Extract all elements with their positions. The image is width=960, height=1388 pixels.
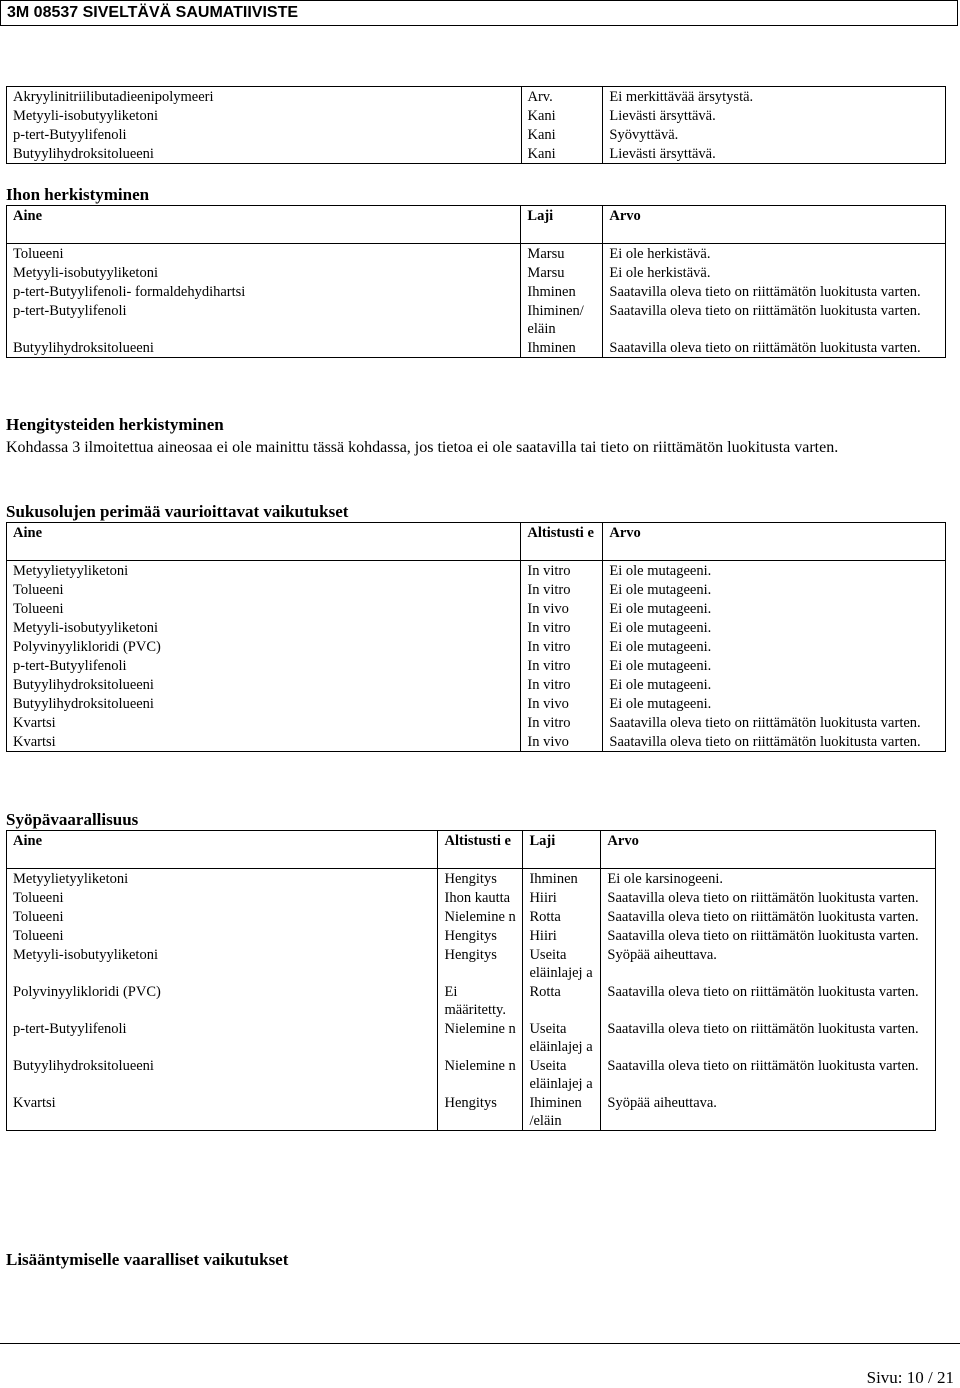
table-row — [7, 561, 946, 581]
table-row — [7, 888, 936, 907]
table-header-row — [7, 523, 946, 561]
table-cell: Ei ole karsinogeeni. — [601, 869, 936, 889]
section-title-skin-sensitization: Ihon herkistyminen — [6, 185, 150, 204]
table-cell: Marsu — [521, 263, 603, 282]
table-cell: Hiiri — [523, 888, 601, 907]
section-title-germ-cell: Sukusolujen perimää vaurioittavat vaikutukset — [6, 502, 349, 521]
table-row — [7, 244, 946, 264]
germ-cell-table — [6, 522, 946, 752]
table-cell: Saatavilla oleva tieto on riittämätön luokitusta varten. — [601, 907, 936, 926]
table-cell: In vitro — [521, 561, 603, 581]
table-cell: Tolueeni — [7, 888, 438, 907]
table-row — [7, 263, 946, 282]
table-cell: Metyyli-isobutyyliketoni — [7, 106, 522, 125]
table-cell: In vitro — [521, 656, 603, 675]
table-cell: Arv. — [521, 87, 603, 107]
table-cell: Butyylihydroksitolueeni — [7, 694, 521, 713]
table-cell: Saatavilla oleva tieto on riittämätön luokitusta varten. — [601, 982, 936, 1019]
table-cell: Metyyli-isobutyyliketoni — [7, 618, 521, 637]
table-cell: Ei ole mutageeni. — [603, 561, 946, 581]
column-header: Altistusti e — [521, 523, 603, 561]
respiratory-sensitization-text: Kohdassa 3 ilmoitettua aineosaa ei ole mainittu tässä kohdassa, jos tietoa ei ole saatavilla tai tieto on riittämätön luokitusta varten. — [6, 439, 839, 456]
table-cell: Akryylinitriilibutadieenipolymeeri — [7, 87, 522, 107]
table-cell: Ei ole mutageeni. — [603, 580, 946, 599]
table-cell: Metyylietyyliketoni — [7, 561, 521, 581]
table-cell: Rotta — [523, 907, 601, 926]
table-header-row — [7, 831, 936, 869]
table-row — [7, 656, 946, 675]
table-cell: Ei määritetty. — [438, 982, 523, 1019]
table-cell: Syöpää aiheuttava. — [601, 1093, 936, 1131]
table-cell: Nielemine n — [438, 1019, 523, 1056]
table-cell: Ihiminen/ eläin — [521, 301, 603, 338]
table-row — [7, 1019, 936, 1056]
table-cell: Ei ole mutageeni. — [603, 599, 946, 618]
table-cell: Ei ole mutageeni. — [603, 694, 946, 713]
table-cell: Tolueeni — [7, 244, 521, 264]
table-row — [7, 618, 946, 637]
table-cell: Ihiminen /eläin — [523, 1093, 601, 1131]
table-cell: Lievästi ärsyttävä. — [603, 106, 946, 125]
table-row — [7, 1093, 936, 1131]
table-cell: In vitro — [521, 580, 603, 599]
table-cell: Useita eläinlajej a — [523, 1056, 601, 1093]
table-cell: Ei ole herkistävä. — [603, 263, 946, 282]
table-cell: Tolueeni — [7, 907, 438, 926]
table-cell: Kvartsi — [7, 713, 521, 732]
section-title-respiratory-sensitization: Hengitysteiden herkistyminen — [6, 415, 224, 434]
table-cell: p-tert-Butyylifenoli — [7, 301, 521, 338]
section-title-carcinogenicity: Syöpävaarallisuus — [6, 810, 139, 829]
table-cell: In vitro — [521, 637, 603, 656]
table-cell: Butyylihydroksitolueeni — [7, 144, 522, 164]
table-cell: Hengitys — [438, 926, 523, 945]
table-cell: Tolueeni — [7, 926, 438, 945]
table-cell: Saatavilla oleva tieto on riittämätön luokitusta varten. — [603, 338, 946, 358]
table-cell: Ei ole mutageeni. — [603, 675, 946, 694]
table-row — [7, 282, 946, 301]
table-row — [7, 869, 936, 889]
table-cell: p-tert-Butyylifenoli — [7, 125, 522, 144]
table-cell: Butyylihydroksitolueeni — [7, 1056, 438, 1093]
table-cell: Butyylihydroksitolueeni — [7, 338, 521, 358]
table-cell: Ihon kautta — [438, 888, 523, 907]
table-row — [7, 580, 946, 599]
table-row — [7, 982, 936, 1019]
table-cell: Ihminen — [521, 338, 603, 358]
table-cell: Tolueeni — [7, 580, 521, 599]
table-cell: Butyylihydroksitolueeni — [7, 675, 521, 694]
carcinogenicity-table — [6, 830, 936, 1131]
table-cell: Ihminen — [523, 869, 601, 889]
table-cell: Ei ole mutageeni. — [603, 656, 946, 675]
table-cell: Ei ole mutageeni. — [603, 637, 946, 656]
table-cell: Polyvinyylikloridi (PVC) — [7, 982, 438, 1019]
table-cell: Marsu — [521, 244, 603, 264]
table-cell: Hengitys — [438, 1093, 523, 1131]
table-row — [7, 694, 946, 713]
table-cell: In vivo — [521, 732, 603, 752]
table-cell: Hiiri — [523, 926, 601, 945]
table-cell: In vitro — [521, 713, 603, 732]
table-cell: Metyyli-isobutyyliketoni — [7, 263, 521, 282]
table-row — [7, 732, 946, 752]
irritation-table — [6, 86, 946, 164]
table-cell: In vitro — [521, 675, 603, 694]
table-row — [7, 1056, 936, 1093]
table-row — [7, 637, 946, 656]
table-cell: Syövyttävä. — [603, 125, 946, 144]
table-row — [7, 945, 936, 982]
table-cell: Saatavilla oleva tieto on riittämätön luokitusta varten. — [601, 1056, 936, 1093]
column-header: Aine — [7, 523, 521, 561]
table-cell: Rotta — [523, 982, 601, 1019]
table-cell: Metyyli-isobutyyliketoni — [7, 945, 438, 982]
table-cell: Syöpää aiheuttava. — [601, 945, 936, 982]
table-cell: p-tert-Butyylifenoli — [7, 656, 521, 675]
table-cell: p-tert-Butyylifenoli- formaldehydihartsi — [7, 282, 521, 301]
skin-sensitization-table — [6, 205, 946, 358]
table-cell: Kani — [521, 144, 603, 164]
section-title-reproductive: Lisääntymiselle vaaralliset vaikutukset — [6, 1250, 289, 1269]
column-header: Laji — [523, 831, 601, 869]
table-cell: Ihminen — [521, 282, 603, 301]
table-cell: Kvartsi — [7, 1093, 438, 1131]
table-cell: Saatavilla oleva tieto on riittämätön luokitusta varten. — [603, 732, 946, 752]
table-cell: Tolueeni — [7, 599, 521, 618]
table-cell: Saatavilla oleva tieto on riittämätön luokitusta varten. — [603, 713, 946, 732]
table-row — [7, 907, 936, 926]
column-header: Aine — [7, 206, 521, 244]
column-header: Arvo — [601, 831, 936, 869]
table-cell: Kani — [521, 125, 603, 144]
table-cell: Polyvinyylikloridi (PVC) — [7, 637, 521, 656]
table-cell: Kvartsi — [7, 732, 521, 752]
table-row — [7, 599, 946, 618]
table-cell: Nielemine n — [438, 1056, 523, 1093]
column-header: Altistusti e — [438, 831, 523, 869]
page-number: Sivu: 10 / 21 — [866, 1368, 954, 1387]
table-cell: In vitro — [521, 618, 603, 637]
table-cell: Ei ole herkistävä. — [603, 244, 946, 264]
table-row — [7, 713, 946, 732]
table-header-row — [7, 206, 946, 244]
table-cell: Saatavilla oleva tieto on riittämätön luokitusta varten. — [603, 282, 946, 301]
column-header: Arvo — [603, 523, 946, 561]
table-cell: Nielemine n — [438, 907, 523, 926]
table-cell: Hengitys — [438, 869, 523, 889]
footer-rule — [0, 1343, 960, 1344]
table-cell: Saatavilla oleva tieto on riittämätön luokitusta varten. — [601, 888, 936, 907]
table-row — [7, 87, 946, 107]
column-header: Laji — [521, 206, 603, 244]
table-cell: Metyylietyyliketoni — [7, 869, 438, 889]
column-header: Arvo — [603, 206, 946, 244]
table-row — [7, 106, 946, 125]
table-row — [7, 301, 946, 338]
table-cell: p-tert-Butyylifenoli — [7, 1019, 438, 1056]
table-cell: Useita eläinlajej a — [523, 945, 601, 982]
table-cell: Saatavilla oleva tieto on riittämätön luokitusta varten. — [601, 926, 936, 945]
table-row — [7, 144, 946, 164]
table-cell: In vivo — [521, 599, 603, 618]
table-cell: Hengitys — [438, 945, 523, 982]
table-cell: Useita eläinlajej a — [523, 1019, 601, 1056]
table-row — [7, 675, 946, 694]
table-row — [7, 926, 936, 945]
document-header-title: 3M 08537 SIVELTÄVÄ SAUMATIIVISTE — [0, 0, 958, 26]
table-cell: Lievästi ärsyttävä. — [603, 144, 946, 164]
table-cell: Ei ole mutageeni. — [603, 618, 946, 637]
table-cell: Saatavilla oleva tieto on riittämätön luokitusta varten. — [601, 1019, 936, 1056]
table-cell: Ei merkittävää ärsytystä. — [603, 87, 946, 107]
table-cell: In vivo — [521, 694, 603, 713]
column-header: Aine — [7, 831, 438, 869]
table-cell: Saatavilla oleva tieto on riittämätön luokitusta varten. — [603, 301, 946, 338]
table-cell: Kani — [521, 106, 603, 125]
table-row — [7, 338, 946, 358]
table-row — [7, 125, 946, 144]
